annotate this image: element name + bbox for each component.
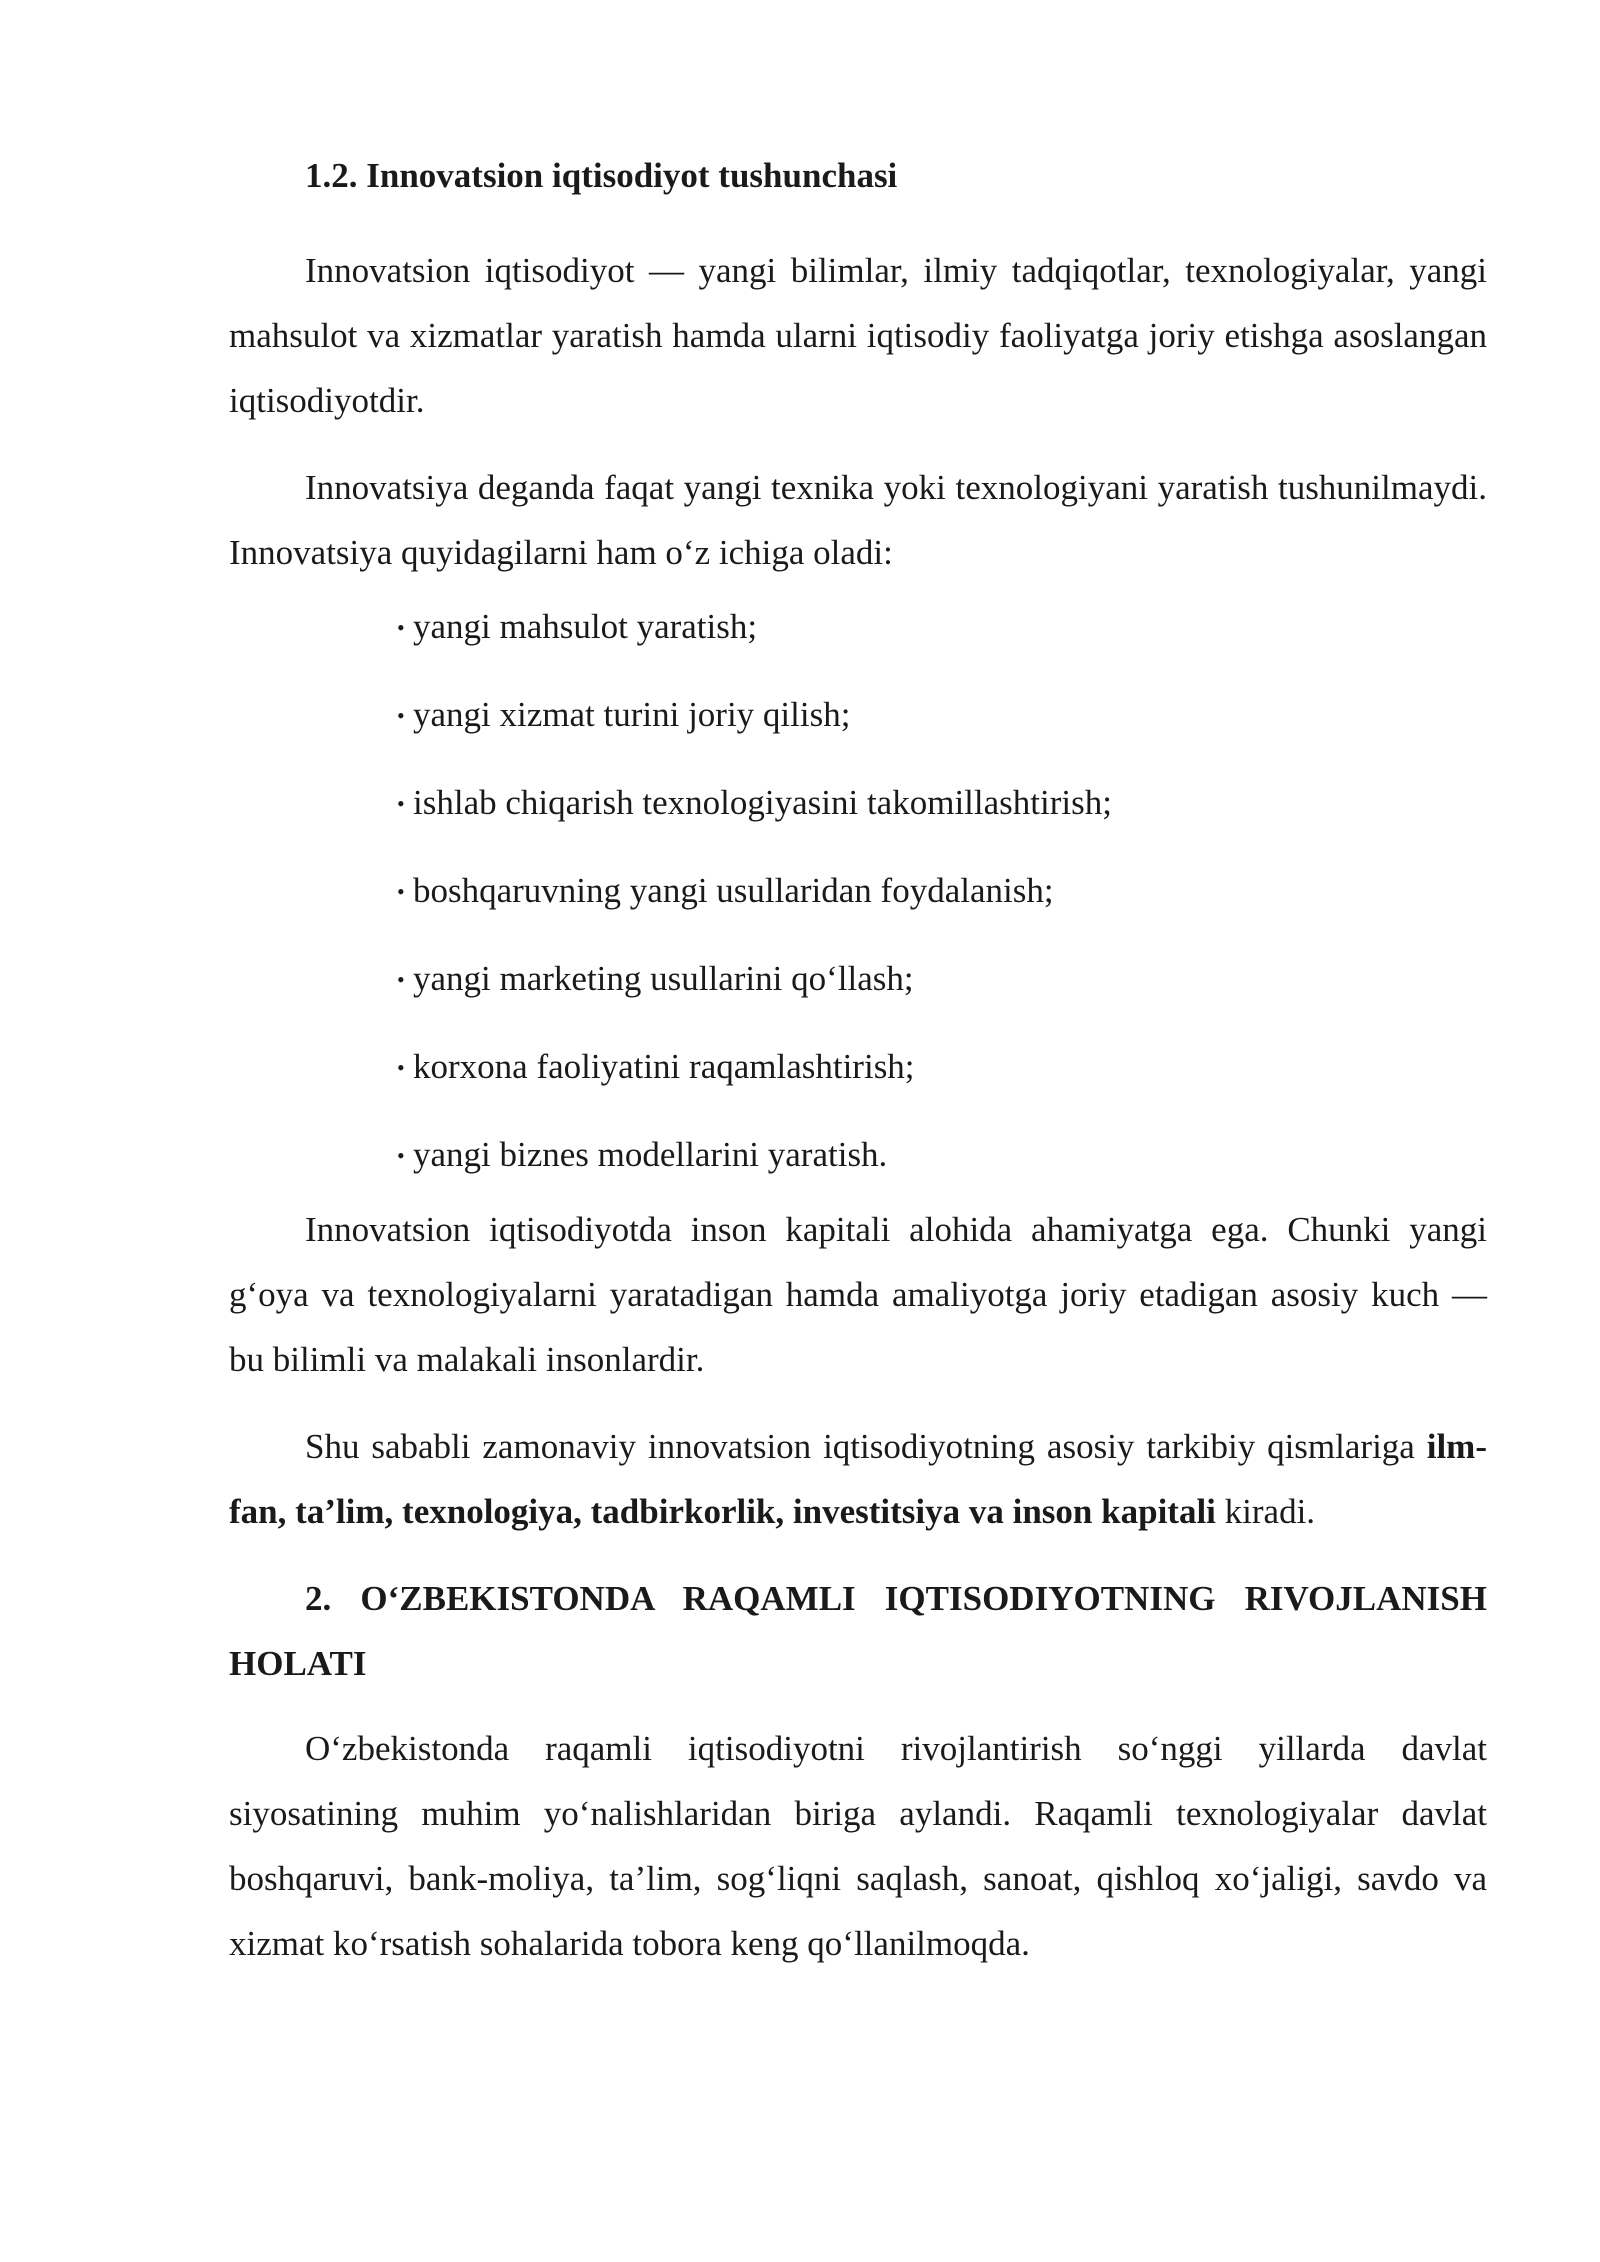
bullet-icon: • xyxy=(397,879,405,904)
bullet-icon: • xyxy=(397,791,405,816)
document-page xyxy=(229,150,1487,1998)
list-item-text: yangi mahsulot yaratish; xyxy=(413,607,758,646)
list-item-text: yangi marketing usullarini qo‘llash; xyxy=(413,959,914,998)
section-title: 1.2. Innovatsion iqtisodiyot tushunchasi xyxy=(305,156,898,195)
paragraph-digital-economy: O‘zbekistonda raqamli iqtisodiyotni rivojlantirish so‘nggi yillarda davlat siyosatining muhim yo‘nalishlaridan biriga aylandi. Raqamli texnologiyalar davlat boshqaruvi, bank-moliya, ta’lim, sog‘liqni saqlash, sanoat, qishloq xo‘jaligi, savdo va xizmat ko‘rsatish sohalarida tobora keng qo‘llanilmoqda. xyxy=(229,1729,1487,1963)
components-tail-text: kiradi. xyxy=(1215,1492,1316,1531)
list-item xyxy=(397,605,1487,649)
bullet-icon: • xyxy=(397,615,405,640)
paragraph-definition: Innovatsion iqtisodiyot — yangi bilimlar, ilmiy tadqiqotlar, texnologiyalar, yangi mahsulot va xizmatlar yaratish hamda ularni iqtisodiy faoliyatga joriy etishga asoslangan iqtisodiyotdir. xyxy=(229,251,1487,420)
list-item-text: yangi xizmat turini joriy qilish; xyxy=(413,695,851,734)
innovation-list xyxy=(229,605,1487,1177)
components-bold-text: ilm-fan, ta’lim, texnologiya, tadbirkorlik, investitsiya va inson kapitali xyxy=(229,1427,1487,1531)
list-item-text: boshqaruvning yangi usullaridan foydalanish; xyxy=(413,871,1054,910)
list-item-text: korxona faoliyatini raqamlashtirish; xyxy=(413,1047,915,1086)
bullet-icon: • xyxy=(397,703,405,728)
paragraph-components xyxy=(229,1414,1487,1544)
list-item xyxy=(397,869,1487,913)
bullet-icon: • xyxy=(397,1055,405,1080)
section-heading: 2. O‘ZBEKISTONDA RAQAMLI IQTISODIYOTNING RIVOJLANISH HOLATI xyxy=(229,1579,1487,1683)
list-item xyxy=(397,1133,1487,1177)
paragraph-human-capital: Innovatsion iqtisodiyotda inson kapitali alohida ahamiyatga ega. Chunki yangi g‘oya va texnologiyalarni yaratadigan hamda amaliyotga joriy etadigan asosiy kuch — bu bilimli va malakali insonlardir. xyxy=(229,1210,1487,1379)
list-item-text: yangi biznes modellarini yaratish. xyxy=(413,1135,888,1174)
paragraph-innovation-scope: Innovatsiya deganda faqat yangi texnika yoki texnologiyani yaratish tushunilmaydi. Innovatsiya quyidagilarni ham o‘z ichiga oladi: xyxy=(229,468,1487,572)
bullet-icon: • xyxy=(397,1143,405,1168)
list-item xyxy=(397,957,1487,1001)
list-item-text: ishlab chiqarish texnologiyasini takomillashtirish; xyxy=(413,783,1112,822)
bullet-icon: • xyxy=(397,967,405,992)
components-lead-text: Shu sababli zamonaviy innovatsion iqtisodiyotning asosiy tarkibiy qismlariga xyxy=(305,1427,1427,1466)
list-item xyxy=(397,1045,1487,1089)
list-item xyxy=(397,693,1487,737)
list-item xyxy=(397,781,1487,825)
